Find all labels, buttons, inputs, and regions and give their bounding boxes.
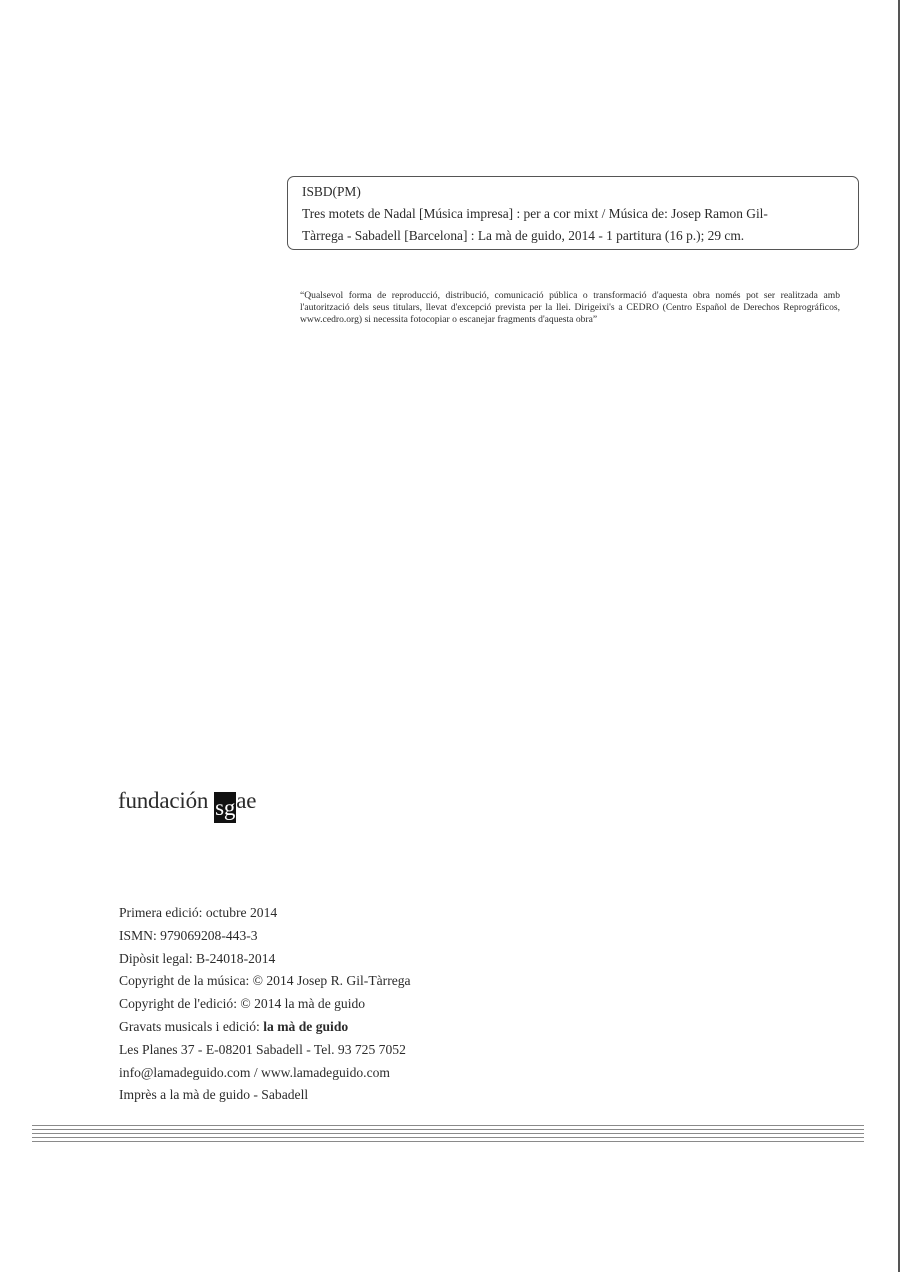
logo-tail: ae (236, 788, 257, 813)
isbd-description-line-1: Tres motets de Nadal [Música impresa] : per a cor mixt / Música de: Josep Ramon Gil- (302, 206, 768, 221)
ismn: ISMN: 979069208-443-3 (119, 927, 258, 943)
isbd-record-box (287, 176, 859, 250)
printed-by: Imprès a la mà de guido - Sabadell (119, 1087, 309, 1103)
staff-line (32, 1133, 864, 1134)
copyright-edition: Copyright de l'edició: © 2014 la mà de guido (119, 996, 366, 1012)
fundacion-sgae-logo (118, 788, 256, 823)
isbd-heading: ISBD(PM) (302, 184, 361, 199)
staff-line (32, 1129, 864, 1130)
copyright-notice: “Qualsevol forma de reproducció, distribució, comunicació pública o transformació d'aquesta obra només pot ser realitzada amb l'autorització dels seus titulars, llevat d'excepció prevista per la llei. Dirigeixi's a CEDRO (Centro Español de Derechos Reprográficos, www.cedro.org) si necessita fotocopiar o escanejar fragments d'aquesta obra” (300, 290, 840, 325)
legal-deposit: Dipòsit legal: B-24018-2014 (119, 950, 276, 966)
logo-highlight: sg (214, 792, 236, 823)
staff-line (32, 1125, 864, 1126)
copyright-music: Copyright de la música: © 2014 Josep R. Gil-Tàrrega (119, 973, 411, 989)
publisher-contact: info@lamadeguido.com / www.lamadeguido.com (119, 1064, 390, 1080)
logo-word: fundación (118, 788, 209, 813)
publisher-address: Les Planes 37 - E-08201 Sabadell - Tel. 93 725 7052 (119, 1041, 406, 1057)
engraving-publisher: la mà de guido (263, 1018, 349, 1034)
isbd-description-line-2: Tàrrega - Sabadell [Barcelona] : La mà de guido, 2014 - 1 partitura (16 p.); 29 cm. (302, 228, 745, 243)
first-edition: Primera edició: octubre 2014 (119, 905, 278, 920)
colophon (119, 902, 411, 1107)
engraving-label: Gravats musicals i edició: (119, 1018, 264, 1034)
staff-line (32, 1137, 864, 1138)
music-staff-ornament (32, 1125, 864, 1144)
engraving-line (119, 1016, 411, 1039)
staff-line (32, 1141, 864, 1142)
